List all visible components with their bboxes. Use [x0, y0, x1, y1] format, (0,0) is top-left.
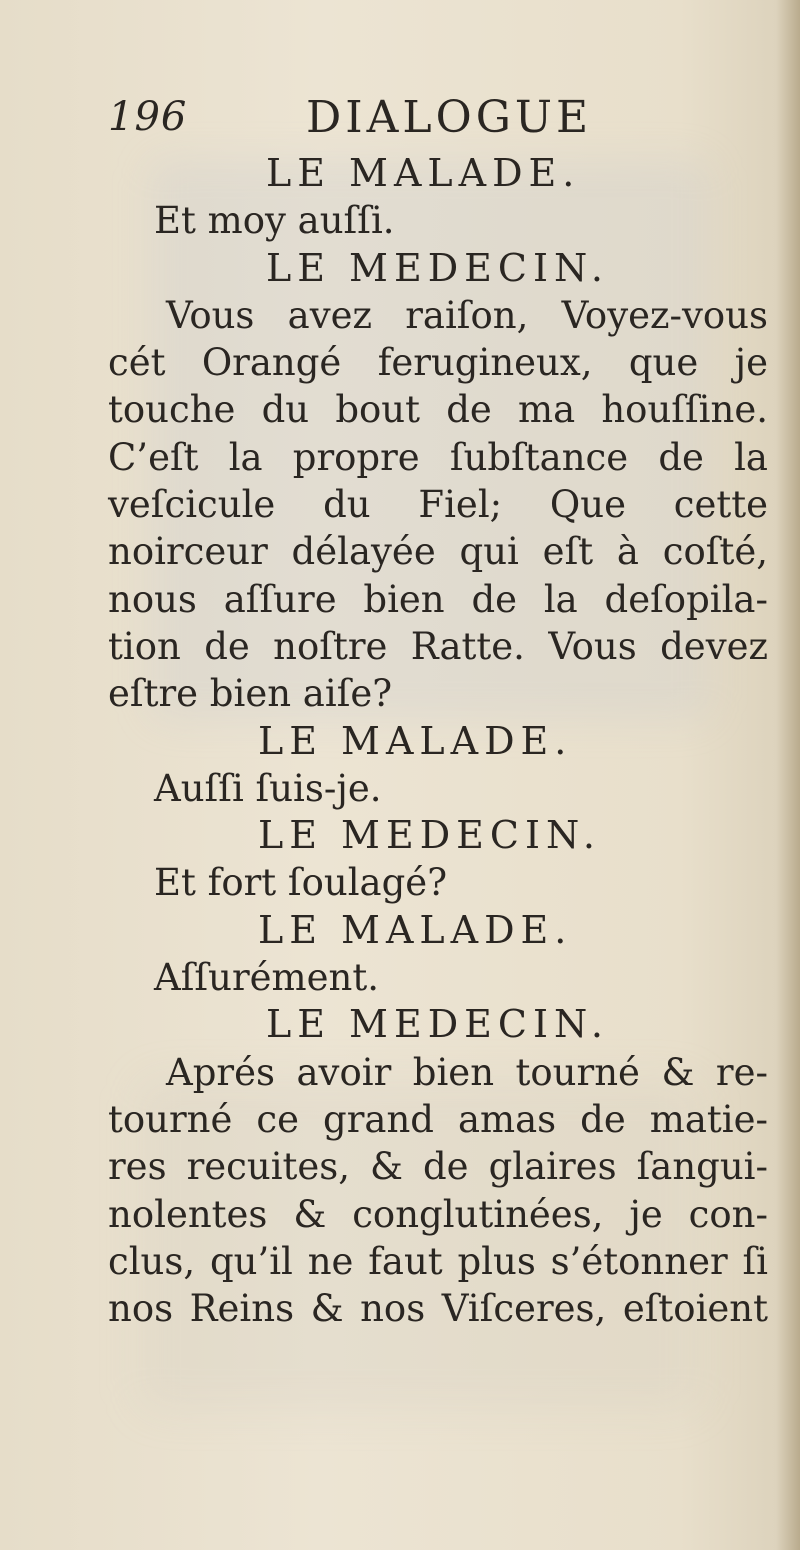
speaker-label: LE MEDECIN.: [266, 245, 609, 290]
text-line: Aſſurément.: [154, 956, 379, 1000]
text-line: nous aſſure bien de la deſopila-: [108, 577, 768, 621]
text-line: cét Orangé ferugineux, que je: [108, 341, 768, 385]
text-line: nos Reins & nos Viſceres, eſtoient: [108, 1287, 768, 1331]
text-line: eſtre bien aiſe?: [108, 672, 393, 716]
text-line: tion de noſtre Ratte. Vous devez: [108, 624, 768, 668]
speaker-label: LE MEDECIN.: [266, 1002, 609, 1047]
body-text: [108, 150, 768, 1332]
text-line: Aprés avoir bien tourné & re-: [166, 1050, 768, 1094]
text-line: C’eſt la propre ſubſtance de la: [108, 435, 768, 479]
text-line: tourné ce grand amas de matie-: [108, 1097, 768, 1141]
text-line: res recuites, & de glaires ſangui-: [108, 1145, 768, 1189]
page-number: 196: [108, 94, 188, 140]
text-line: Et moy auſſi.: [154, 199, 395, 243]
page-header: [108, 92, 668, 152]
text-line: veſcicule du Fiel; Que cette: [108, 483, 768, 527]
speaker-label: LE MALADE.: [266, 151, 581, 195]
text-line: noirceur délayée qui eſt à coſté,: [108, 530, 768, 574]
running-title: DIALOGUE: [306, 92, 593, 143]
text-line: touche du bout de ma houſſine.: [108, 388, 768, 432]
speaker-label: LE MALADE.: [258, 718, 573, 763]
speaker-label: LE MEDECIN.: [258, 813, 601, 858]
text-line: Vous avez raiſon, Voyez-vous: [166, 293, 768, 337]
text-line: nolentes & conglutinées, je con-: [108, 1192, 768, 1236]
text-line: Auſſi ſuis-je.: [154, 766, 382, 810]
text-line: Et fort ſoulagé?: [154, 861, 448, 905]
text-line: clus, qu’il ne faut plus s’étonner ſi: [108, 1239, 768, 1283]
speaker-label: LE MALADE.: [258, 907, 573, 952]
